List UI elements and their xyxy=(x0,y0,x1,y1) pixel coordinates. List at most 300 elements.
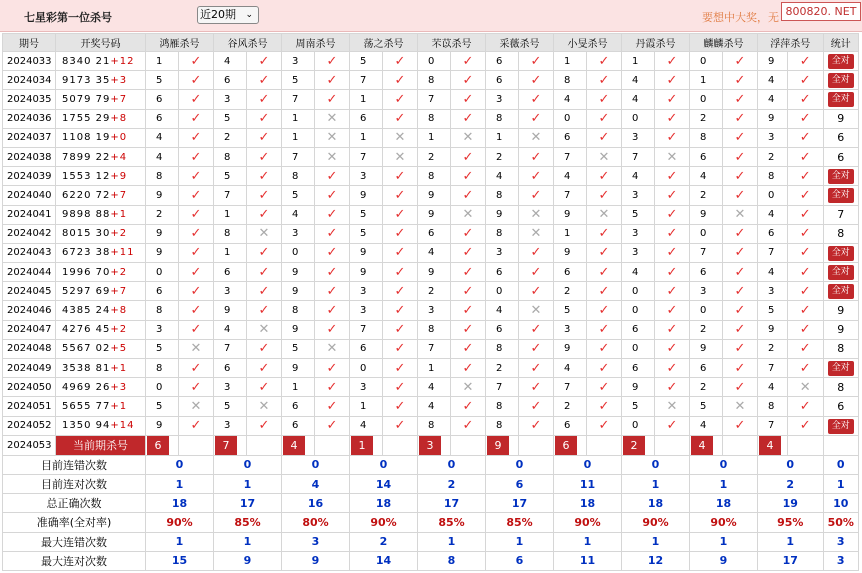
summary-value xyxy=(418,455,486,474)
kill-value: 7 xyxy=(690,243,723,262)
summary-number: 90% xyxy=(166,515,193,529)
check-icon: ✓ xyxy=(723,416,758,435)
check-icon: ✓ xyxy=(788,147,824,166)
kill-value: 5 xyxy=(690,397,723,416)
draw-number xyxy=(56,282,146,301)
kill-value: 5 xyxy=(350,205,383,224)
summary-number: 18 xyxy=(647,496,664,510)
current-label: 当前期杀号 xyxy=(56,435,146,455)
summary-number: 17 xyxy=(239,496,256,510)
summary-number: 1 xyxy=(175,535,184,549)
summary-number: 12 xyxy=(647,554,664,568)
kill-value: 4 xyxy=(554,167,587,186)
summary-number: 8 xyxy=(447,554,456,568)
summary-value xyxy=(350,513,418,532)
kill-value: 1 xyxy=(214,205,247,224)
summary-value xyxy=(690,455,758,474)
draw-sum: +7 xyxy=(110,93,128,105)
kill-value: 6 xyxy=(350,339,383,358)
draw-sum: +14 xyxy=(110,420,135,432)
check-icon: ✓ xyxy=(383,167,418,186)
kill-value: 9 xyxy=(350,263,383,282)
kill-value: 3 xyxy=(486,90,519,109)
draw-sum: +1 xyxy=(110,362,128,374)
row-stat xyxy=(823,52,859,71)
kill-value: 8 xyxy=(418,416,451,435)
kill-value: 4 xyxy=(690,416,723,435)
summary-value xyxy=(823,513,859,532)
kill-value: 2 xyxy=(554,397,587,416)
check-icon: ✓ xyxy=(451,109,486,128)
draw-number xyxy=(56,128,146,147)
kill-value: 8 xyxy=(214,147,247,166)
period-select[interactable] xyxy=(197,6,259,24)
issue-number: 2024047 xyxy=(3,320,56,339)
draw-digits: 6723 38 xyxy=(62,247,111,259)
summary-value xyxy=(282,513,350,532)
check-icon: ✓ xyxy=(451,301,486,320)
summary-number: 16 xyxy=(307,496,324,510)
check-icon: ✓ xyxy=(179,378,214,397)
check-icon: ✓ xyxy=(179,147,214,166)
current-kill-value: 3 xyxy=(419,436,441,455)
row-stat: 7 xyxy=(823,205,859,224)
check-icon: ✓ xyxy=(587,263,622,282)
kill-value: 3 xyxy=(622,128,655,147)
kill-value: 0 xyxy=(690,90,723,109)
check-icon: ✓ xyxy=(451,71,486,90)
check-icon: ✓ xyxy=(179,186,214,205)
draw-sum: +8 xyxy=(110,305,128,317)
table-row xyxy=(3,90,859,109)
check-icon: ✓ xyxy=(315,359,350,378)
summary-value xyxy=(690,532,758,551)
kill-value: 3 xyxy=(758,128,788,147)
kill-value: 1 xyxy=(146,52,179,71)
check-icon: ✓ xyxy=(383,416,418,435)
summary-value xyxy=(690,474,758,493)
column-header: 统计 xyxy=(823,34,859,52)
check-icon: ✓ xyxy=(247,282,282,301)
check-icon: ✓ xyxy=(655,359,690,378)
summary-value xyxy=(146,551,214,570)
summary-number: 6 xyxy=(515,477,524,491)
check-icon: ✓ xyxy=(247,90,282,109)
summary-value xyxy=(758,551,824,570)
kill-value: 1 xyxy=(214,243,247,262)
kill-value: 2 xyxy=(418,147,451,166)
kill-value: 3 xyxy=(418,301,451,320)
check-icon: ✓ xyxy=(723,186,758,205)
summary-value xyxy=(758,455,824,474)
kill-value: 9 xyxy=(690,205,723,224)
kill-value: 9 xyxy=(146,243,179,262)
issue-number: 2024051 xyxy=(3,397,56,416)
kill-value: 3 xyxy=(282,224,315,243)
check-icon: ✓ xyxy=(247,71,282,90)
kill-value: 1 xyxy=(486,128,519,147)
column-header: 小旻杀号 xyxy=(554,34,622,52)
kill-value: 0 xyxy=(146,378,179,397)
summary-number: 85% xyxy=(438,515,465,529)
summary-value xyxy=(146,532,214,551)
check-icon: ✓ xyxy=(383,397,418,416)
summary-value xyxy=(214,474,282,493)
empty-cell xyxy=(247,435,282,455)
draw-sum: +2 xyxy=(110,228,128,240)
kill-value: 6 xyxy=(146,282,179,301)
kill-value: 0 xyxy=(690,224,723,243)
cross-icon: ✕ xyxy=(247,224,282,243)
kill-value: 5 xyxy=(214,109,247,128)
check-icon: ✓ xyxy=(788,263,824,282)
summary-value xyxy=(690,551,758,570)
check-icon: ✓ xyxy=(247,52,282,71)
summary-number: 18 xyxy=(579,496,596,510)
kill-value: 5 xyxy=(214,167,247,186)
draw-digits: 9898 88 xyxy=(62,209,111,221)
kill-value: 2 xyxy=(146,205,179,224)
check-icon: ✓ xyxy=(179,263,214,282)
kill-value: 6 xyxy=(554,128,587,147)
all-correct-badge: 全对 xyxy=(828,361,854,376)
empty-cell xyxy=(788,435,824,455)
check-icon: ✓ xyxy=(179,167,214,186)
summary-number: 0 xyxy=(515,458,524,472)
check-icon: ✓ xyxy=(519,359,554,378)
check-icon: ✓ xyxy=(315,416,350,435)
draw-sum: +3 xyxy=(110,74,128,86)
summary-row xyxy=(3,455,859,474)
check-icon: ✓ xyxy=(587,128,622,147)
check-icon: ✓ xyxy=(451,397,486,416)
check-icon: ✓ xyxy=(519,416,554,435)
summary-number: 2 xyxy=(379,535,388,549)
draw-sum: +7 xyxy=(110,285,128,297)
column-header: 芣苡杀号 xyxy=(418,34,486,52)
current-kill-cell xyxy=(486,435,519,455)
check-icon: ✓ xyxy=(519,71,554,90)
kill-value: 4 xyxy=(554,90,587,109)
check-icon: ✓ xyxy=(655,90,690,109)
kill-value: 9 xyxy=(758,320,788,339)
summary-value xyxy=(146,494,214,513)
summary-value xyxy=(690,513,758,532)
summary-number: 1 xyxy=(583,535,592,549)
check-icon: ✓ xyxy=(788,339,824,358)
check-icon: ✓ xyxy=(179,90,214,109)
kill-value: 2 xyxy=(690,109,723,128)
draw-digits: 1996 70 xyxy=(62,266,111,278)
kill-value: 9 xyxy=(554,243,587,262)
kill-value: 5 xyxy=(146,397,179,416)
summary-number: 3 xyxy=(311,535,320,549)
summary-number: 95% xyxy=(777,515,804,529)
check-icon: ✓ xyxy=(383,243,418,262)
row-stat: 9 xyxy=(823,301,859,320)
kill-value: 6 xyxy=(418,224,451,243)
kill-value: 9 xyxy=(554,339,587,358)
summary-number: 9 xyxy=(243,554,252,568)
summary-number: 0 xyxy=(379,458,388,472)
check-icon: ✓ xyxy=(179,224,214,243)
kill-value: 3 xyxy=(622,243,655,262)
check-icon: ✓ xyxy=(655,339,690,358)
draw-sum: +1 xyxy=(110,209,128,221)
summary-value xyxy=(486,532,554,551)
check-icon: ✓ xyxy=(179,243,214,262)
check-icon: ✓ xyxy=(179,71,214,90)
summary-number: 17 xyxy=(511,496,528,510)
kill-value: 8 xyxy=(418,109,451,128)
kill-value: 4 xyxy=(146,128,179,147)
kill-value: 6 xyxy=(282,397,315,416)
draw-sum: +8 xyxy=(110,113,128,125)
summary-number: 0 xyxy=(447,458,456,472)
cross-icon: ✕ xyxy=(723,397,758,416)
check-icon: ✓ xyxy=(723,71,758,90)
check-icon: ✓ xyxy=(383,71,418,90)
kill-value: 9 xyxy=(282,282,315,301)
kill-value: 6 xyxy=(690,147,723,166)
current-kill-value: 6 xyxy=(555,436,577,455)
summary-value xyxy=(350,532,418,551)
all-correct-badge: 全对 xyxy=(828,246,854,261)
current-issue-row xyxy=(3,435,859,455)
kill-value: 1 xyxy=(282,378,315,397)
check-icon: ✓ xyxy=(247,109,282,128)
kill-value: 7 xyxy=(758,359,788,378)
check-icon: ✓ xyxy=(788,301,824,320)
check-icon: ✓ xyxy=(723,263,758,282)
check-icon: ✓ xyxy=(451,416,486,435)
check-icon: ✓ xyxy=(519,282,554,301)
check-icon: ✓ xyxy=(519,52,554,71)
check-icon: ✓ xyxy=(315,397,350,416)
kill-value: 3 xyxy=(214,90,247,109)
check-icon: ✓ xyxy=(383,224,418,243)
chevron-down-icon: ⌄ xyxy=(245,10,253,20)
kill-value: 7 xyxy=(214,186,247,205)
kill-value: 8 xyxy=(486,186,519,205)
check-icon: ✓ xyxy=(451,243,486,262)
kill-value: 4 xyxy=(758,263,788,282)
summary-row xyxy=(3,494,859,513)
check-icon: ✓ xyxy=(723,52,758,71)
draw-number xyxy=(56,416,146,435)
draw-digits: 7899 22 xyxy=(62,151,111,163)
kill-value: 2 xyxy=(758,339,788,358)
check-icon: ✓ xyxy=(315,378,350,397)
cross-icon: ✕ xyxy=(587,147,622,166)
kill-value: 0 xyxy=(622,282,655,301)
summary-row xyxy=(3,532,859,551)
check-icon: ✓ xyxy=(383,320,418,339)
kill-value: 6 xyxy=(622,320,655,339)
all-correct-badge: 全对 xyxy=(828,419,854,434)
kill-value: 3 xyxy=(486,243,519,262)
summary-value xyxy=(554,532,622,551)
kill-value: 7 xyxy=(758,416,788,435)
kill-value: 8 xyxy=(146,301,179,320)
kill-value: 1 xyxy=(350,397,383,416)
draw-digits: 5297 69 xyxy=(62,285,111,297)
summary-number: 6 xyxy=(515,554,524,568)
summary-number: 0 xyxy=(651,458,660,472)
check-icon: ✓ xyxy=(451,263,486,282)
summary-value xyxy=(622,532,690,551)
summary-number: 0 xyxy=(243,458,252,472)
cross-icon: ✕ xyxy=(315,147,350,166)
table-row xyxy=(3,243,859,262)
kill-value: 7 xyxy=(418,339,451,358)
draw-sum: +1 xyxy=(110,400,128,412)
check-icon: ✓ xyxy=(655,167,690,186)
cross-icon: ✕ xyxy=(383,147,418,166)
table-row xyxy=(3,186,859,205)
summary-value xyxy=(350,455,418,474)
draw-digits: 1108 19 xyxy=(62,132,111,144)
issue-number: 2024046 xyxy=(3,301,56,320)
summary-number: 18 xyxy=(375,496,392,510)
kill-value: 9 xyxy=(282,320,315,339)
kill-value: 1 xyxy=(350,128,383,147)
summary-value xyxy=(282,474,350,493)
summary-value xyxy=(554,494,622,513)
kill-value: 6 xyxy=(758,224,788,243)
table-row xyxy=(3,359,859,378)
check-icon: ✓ xyxy=(247,167,282,186)
kill-value: 9 xyxy=(622,378,655,397)
cross-icon: ✕ xyxy=(519,128,554,147)
kill-value: 6 xyxy=(146,90,179,109)
column-header: 鸿雁杀号 xyxy=(146,34,214,52)
summary-value xyxy=(214,455,282,474)
current-kill-value: 4 xyxy=(691,436,713,455)
summary-number: 1 xyxy=(447,535,456,549)
current-kill-value: 1 xyxy=(351,436,373,455)
draw-sum: +7 xyxy=(110,189,128,201)
draw-digits: 4969 26 xyxy=(62,381,111,393)
kill-value: 3 xyxy=(758,282,788,301)
kill-value: 0 xyxy=(690,52,723,71)
check-icon: ✓ xyxy=(519,109,554,128)
summary-number: 11 xyxy=(579,477,596,491)
issue-number: 2024034 xyxy=(3,71,56,90)
kill-value: 4 xyxy=(622,167,655,186)
summary-value xyxy=(823,455,859,474)
check-icon: ✓ xyxy=(587,243,622,262)
kill-value: 0 xyxy=(690,301,723,320)
check-icon: ✓ xyxy=(315,167,350,186)
kill-value: 0 xyxy=(418,52,451,71)
check-icon: ✓ xyxy=(451,320,486,339)
summary-value xyxy=(758,474,824,493)
check-icon: ✓ xyxy=(723,109,758,128)
cross-icon: ✕ xyxy=(451,378,486,397)
kill-value: 9 xyxy=(418,205,451,224)
kill-value: 6 xyxy=(690,359,723,378)
empty-cell xyxy=(179,435,214,455)
cross-icon: ✕ xyxy=(315,109,350,128)
check-icon: ✓ xyxy=(519,186,554,205)
summary-number: 90% xyxy=(642,515,669,529)
check-icon: ✓ xyxy=(383,263,418,282)
kill-value: 8 xyxy=(214,224,247,243)
kill-value: 6 xyxy=(554,263,587,282)
kill-value: 1 xyxy=(690,71,723,90)
summary-number: 18 xyxy=(715,496,732,510)
kill-value: 8 xyxy=(486,416,519,435)
summary-label: 准确率(全对率) xyxy=(3,513,146,532)
kill-value: 0 xyxy=(486,282,519,301)
cross-icon: ✕ xyxy=(655,397,690,416)
all-correct-badge: 全对 xyxy=(828,54,854,69)
kill-value: 5 xyxy=(282,186,315,205)
draw-digits: 5567 02 xyxy=(62,343,111,355)
current-kill-cell xyxy=(282,435,315,455)
check-icon: ✓ xyxy=(655,320,690,339)
table-row xyxy=(3,339,859,358)
check-icon: ✓ xyxy=(655,224,690,243)
check-icon: ✓ xyxy=(587,167,622,186)
kill-value: 6 xyxy=(214,71,247,90)
current-kill-cell xyxy=(146,435,179,455)
issue-number: 2024040 xyxy=(3,186,56,205)
summary-number: 1 xyxy=(651,535,660,549)
table-row xyxy=(3,52,859,71)
kill-value: 9 xyxy=(554,205,587,224)
check-icon: ✓ xyxy=(587,90,622,109)
summary-number: 80% xyxy=(302,515,329,529)
kill-value: 7 xyxy=(350,71,383,90)
kill-value: 4 xyxy=(146,147,179,166)
table-row xyxy=(3,128,859,147)
current-kill-value: 9 xyxy=(487,436,509,455)
all-correct-badge: 全对 xyxy=(828,284,854,299)
row-stat: 9 xyxy=(823,320,859,339)
check-icon: ✓ xyxy=(587,224,622,243)
current-kill-cell xyxy=(350,435,383,455)
empty-cell xyxy=(655,435,690,455)
check-icon: ✓ xyxy=(655,416,690,435)
issue-number: 2024043 xyxy=(3,243,56,262)
kill-value: 9 xyxy=(350,243,383,262)
summary-number: 1 xyxy=(719,477,728,491)
issue-number: 2024038 xyxy=(3,147,56,166)
kill-value: 8 xyxy=(418,320,451,339)
check-icon: ✓ xyxy=(179,128,214,147)
check-icon: ✓ xyxy=(723,243,758,262)
summary-row xyxy=(3,474,859,493)
check-icon: ✓ xyxy=(788,224,824,243)
kill-value: 4 xyxy=(486,301,519,320)
kill-value: 8 xyxy=(146,359,179,378)
cross-icon: ✕ xyxy=(519,205,554,224)
table-row xyxy=(3,263,859,282)
cross-icon: ✕ xyxy=(451,205,486,224)
kill-value: 7 xyxy=(282,147,315,166)
summary-value xyxy=(823,494,859,513)
kill-value: 9 xyxy=(690,339,723,358)
summary-number: 0 xyxy=(175,458,184,472)
check-icon: ✓ xyxy=(587,339,622,358)
summary-number: 3 xyxy=(836,554,845,568)
cross-icon: ✕ xyxy=(179,339,214,358)
check-icon: ✓ xyxy=(723,301,758,320)
kill-value: 0 xyxy=(758,186,788,205)
cross-icon: ✕ xyxy=(655,147,690,166)
